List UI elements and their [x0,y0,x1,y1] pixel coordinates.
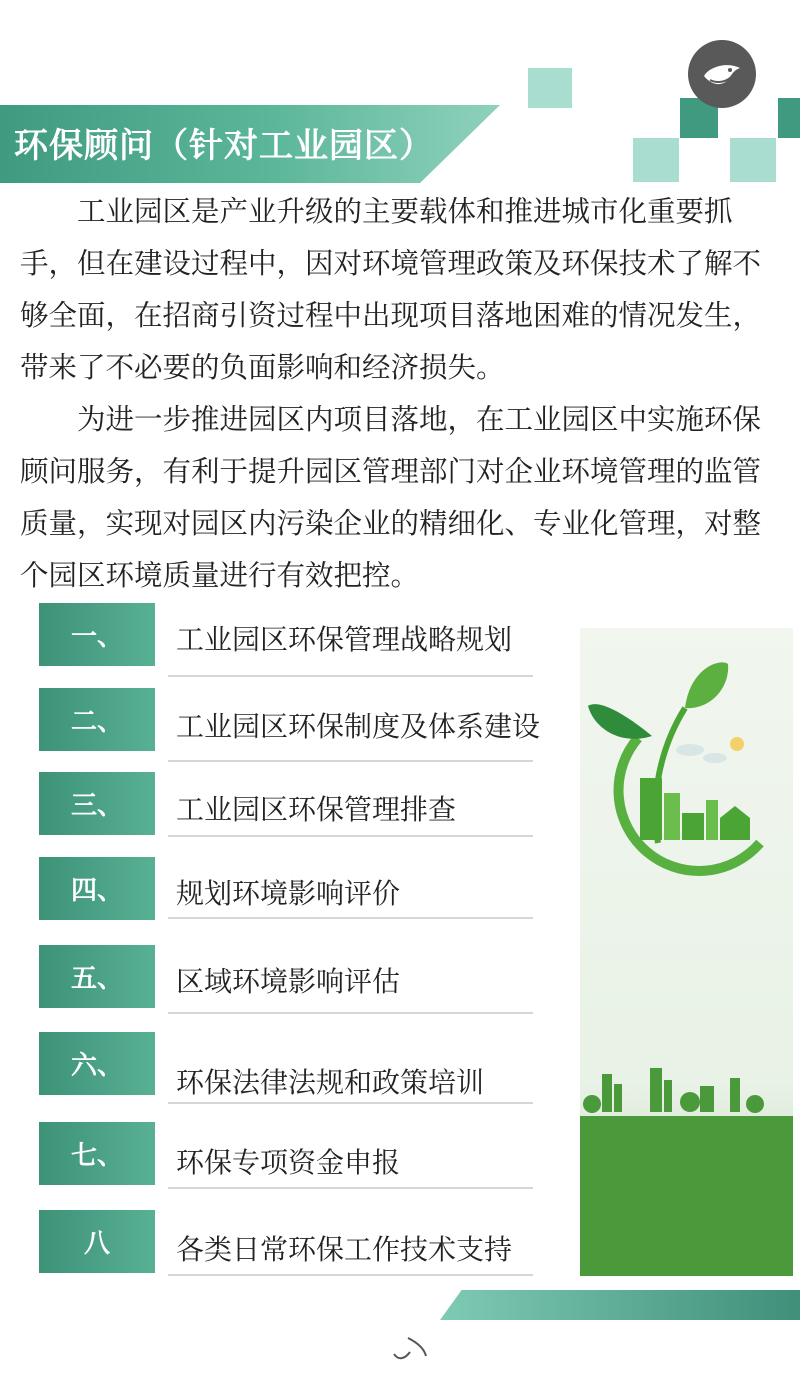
service-label: 环保专项资金申报 [176,1146,401,1179]
service-label: 工业园区环保制度及体系建设 [176,710,541,743]
bottom-decoration-bar [440,1290,800,1320]
service-label: 工业园区环保管理排查 [176,793,457,826]
intro-paragraph-2: 为进一步推进园区内项目落地，在工业园区中实施环保顾问服务，有利于提升园区管理部门对企业环境管理的监管质量，实现对园区内污染企业的精细化、专业化管理，对整个园区环境质量进行有效把控。 [20,403,762,592]
eco-illustration-panel [580,628,793,1276]
service-label: 环保法律法规和政策培训 [176,1066,485,1099]
service-divider [168,760,533,762]
bird-logo-icon [688,40,756,108]
service-divider [168,1012,533,1014]
service-label: 工业园区环保管理战略规划 [176,623,513,656]
service-number-badge: 八 [39,1210,155,1273]
service-number-badge: 三、 [39,772,155,835]
service-divider [168,1102,533,1104]
deco-square [778,98,800,138]
service-divider [168,1187,533,1189]
grass-band [580,1116,793,1276]
deco-square [633,138,679,182]
deco-square [528,68,572,108]
service-number-badge: 六、 [39,1032,155,1095]
service-number-badge: 五、 [39,945,155,1008]
service-divider [168,675,533,677]
service-number-badge: 四、 [39,857,155,920]
service-number-badge: 一、 [39,603,155,666]
scroll-hint-icon [386,1328,436,1368]
service-label: 区域环境影响评估 [176,965,401,998]
service-divider [168,835,533,837]
service-divider [168,917,533,919]
service-number-badge: 七、 [39,1122,155,1185]
intro-paragraph-1: 工业园区是产业升级的主要载体和推进城市化重要抓手，但在建设过程中，因对环境管理政策及环保技术了解不够全面，在招商引资过程中出现项目落地困难的情况发生，带来了不必要的负面影响和经济损失。 [20,195,762,384]
deco-square [730,138,776,182]
page-title: 环保顾问（针对工业园区） [14,126,434,166]
service-label: 规划环境影响评价 [176,877,401,910]
service-divider [168,1274,533,1276]
service-number-badge: 二、 [39,688,155,751]
service-label: 各类日常环保工作技术支持 [176,1233,513,1266]
